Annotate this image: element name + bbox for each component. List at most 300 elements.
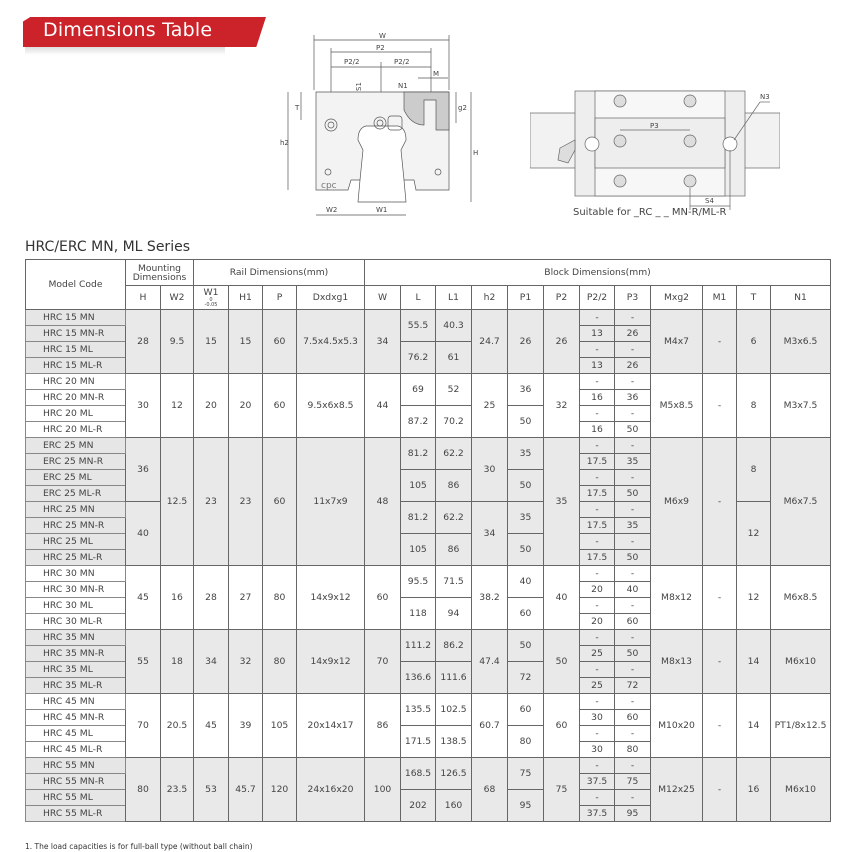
- model-code-cell: HRC 35 ML: [26, 662, 126, 678]
- cell-t: 8: [737, 438, 771, 502]
- cell-h2: 34: [472, 502, 508, 566]
- column-header-p2half: P2/2: [580, 286, 615, 310]
- cell-w2: 9.5: [161, 310, 194, 374]
- cell-l1: 126.5: [436, 758, 472, 790]
- cell-p1: 50: [508, 630, 544, 662]
- model-code-cell: HRC 35 MN: [26, 630, 126, 646]
- model-code-cell: HRC 25 ML: [26, 534, 126, 550]
- cell-p3: 50: [615, 486, 651, 502]
- cell-h1: 39: [229, 694, 263, 758]
- cell-p2half: -: [580, 342, 615, 358]
- dimensions-table: [25, 259, 831, 822]
- column-header-p3: P3: [615, 286, 651, 310]
- model-code-cell: HRC 55 ML: [26, 790, 126, 806]
- cell-p2: 32: [544, 374, 580, 438]
- column-header-mxg2: Mxg2: [651, 286, 703, 310]
- svg-text:H: H: [473, 149, 479, 157]
- cell-p3: 80: [615, 742, 651, 758]
- cell-w2: 12.5: [161, 438, 194, 566]
- cell-p2half: 16: [580, 390, 615, 406]
- model-code-cell: HRC 45 ML: [26, 726, 126, 742]
- cell-h: 80: [126, 758, 161, 822]
- cell-dxdxg1: 11x7x9: [297, 438, 365, 566]
- cell-l: 87.2: [401, 406, 436, 438]
- cell-p1: 50: [508, 406, 544, 438]
- cell-l1: 62.2: [436, 438, 472, 470]
- cell-h1: 27: [229, 566, 263, 630]
- cell-p3: -: [615, 470, 651, 486]
- cell-l1: 40.3: [436, 310, 472, 342]
- cell-p: 120: [263, 758, 297, 822]
- cell-p3: -: [615, 630, 651, 646]
- cell-p3: -: [615, 438, 651, 454]
- model-code-cell: HRC 15 MN-R: [26, 326, 126, 342]
- cell-l: 76.2: [401, 342, 436, 374]
- cell-p3: 50: [615, 646, 651, 662]
- cell-p2: 35: [544, 438, 580, 566]
- cell-m1: -: [703, 566, 737, 630]
- model-code-cell: HRC 30 MN: [26, 566, 126, 582]
- cell-p2half: 30: [580, 742, 615, 758]
- cell-p2half: 37.5: [580, 806, 615, 822]
- cell-dxdxg1: 9.5x6x8.5: [297, 374, 365, 438]
- cell-l: 81.2: [401, 502, 436, 534]
- cell-h1: 23: [229, 438, 263, 566]
- column-header-t: T: [737, 286, 771, 310]
- cell-l1: 94: [436, 598, 472, 630]
- svg-text:P3: P3: [650, 122, 659, 130]
- column-header-h: H: [126, 286, 161, 310]
- cell-p3: -: [615, 726, 651, 742]
- cell-p2half: 20: [580, 582, 615, 598]
- cell-p2half: 37.5: [580, 774, 615, 790]
- cell-w1: 45: [194, 694, 229, 758]
- cell-mxg2: M4x7: [651, 310, 703, 374]
- cell-l: 105: [401, 534, 436, 566]
- cell-p3: -: [615, 310, 651, 326]
- cell-p: 105: [263, 694, 297, 758]
- model-code-cell: ERC 25 ML-R: [26, 486, 126, 502]
- model-code-cell: HRC 55 MN: [26, 758, 126, 774]
- column-header-dxdxg1: Dxdxg1: [297, 286, 365, 310]
- block-front-view-diagram: [276, 30, 486, 220]
- cell-p2half: -: [580, 534, 615, 550]
- dim-label-P2: P2: [376, 44, 385, 52]
- cell-n1: M6x10: [771, 758, 831, 822]
- cell-w: 44: [365, 374, 401, 438]
- cell-p3: 50: [615, 422, 651, 438]
- column-header-h1: H1: [229, 286, 263, 310]
- column-header-l1: L1: [436, 286, 472, 310]
- cell-p3: 75: [615, 774, 651, 790]
- model-group-6: [26, 758, 831, 822]
- svg-text:N3: N3: [760, 93, 770, 101]
- column-header-h2: h2: [472, 286, 508, 310]
- cell-p2half: 20: [580, 614, 615, 630]
- cell-p1: 72: [508, 662, 544, 694]
- model-code-cell: HRC 25 ML-R: [26, 550, 126, 566]
- cell-l1: 62.2: [436, 502, 472, 534]
- model-code-cell: HRC 25 MN: [26, 502, 126, 518]
- model-code-cell: HRC 15 MN: [26, 310, 126, 326]
- model-code-cell: HRC 45 MN-R: [26, 710, 126, 726]
- cell-p1: 80: [508, 726, 544, 758]
- cell-h2: 38.2: [472, 566, 508, 630]
- model-code-cell: HRC 30 MN-R: [26, 582, 126, 598]
- cell-p2half: -: [580, 662, 615, 678]
- cell-p3: 26: [615, 326, 651, 342]
- cell-n1: M6x10: [771, 630, 831, 694]
- cell-p1: 60: [508, 598, 544, 630]
- cell-p2half: -: [580, 566, 615, 582]
- cell-p3: 72: [615, 678, 651, 694]
- cell-p1: 36: [508, 374, 544, 406]
- cell-p3: 50: [615, 550, 651, 566]
- table-row: [26, 310, 831, 326]
- svg-text:N1: N1: [398, 82, 408, 90]
- cell-n1: PT1/8x12.5: [771, 694, 831, 758]
- cell-t: 16: [737, 758, 771, 822]
- cell-l1: 86: [436, 534, 472, 566]
- cell-l1: 160: [436, 790, 472, 822]
- cell-p2: 26: [544, 310, 580, 374]
- cell-p2half: 17.5: [580, 486, 615, 502]
- cell-w2: 20.5: [161, 694, 194, 758]
- cell-p2half: 25: [580, 678, 615, 694]
- column-header-m1: M1: [703, 286, 737, 310]
- column-header-p1: P1: [508, 286, 544, 310]
- cell-m1: -: [703, 374, 737, 438]
- model-group-3: [26, 566, 831, 630]
- cell-p3: -: [615, 758, 651, 774]
- cell-h2: 47.4: [472, 630, 508, 694]
- cell-h: 45: [126, 566, 161, 630]
- cell-m1: -: [703, 630, 737, 694]
- model-group-0: [26, 310, 831, 374]
- cell-dxdxg1: 7.5x4.5x5.3: [297, 310, 365, 374]
- cell-l: 136.6: [401, 662, 436, 694]
- cell-l: 69: [401, 374, 436, 406]
- cell-l1: 61: [436, 342, 472, 374]
- cell-p2: 60: [544, 694, 580, 758]
- cpc-logo: cpc: [321, 181, 337, 191]
- cell-p3: 26: [615, 358, 651, 374]
- cell-l1: 70.2: [436, 406, 472, 438]
- cell-h2: 25: [472, 374, 508, 438]
- cell-l: 95.5: [401, 566, 436, 598]
- cell-p3: 60: [615, 614, 651, 630]
- cell-p2: 50: [544, 630, 580, 694]
- cell-mxg2: M8x13: [651, 630, 703, 694]
- svg-text:P2/2: P2/2: [344, 58, 360, 66]
- cell-l: 118: [401, 598, 436, 630]
- cell-l: 171.5: [401, 726, 436, 758]
- cell-p3: -: [615, 534, 651, 550]
- cell-w2: 18: [161, 630, 194, 694]
- cell-h2: 24.7: [472, 310, 508, 374]
- page-title: Dimensions Table: [43, 19, 213, 41]
- cell-t: 14: [737, 694, 771, 758]
- cell-p2half: 17.5: [580, 518, 615, 534]
- cell-h: 40: [126, 502, 161, 566]
- cell-p2half: -: [580, 310, 615, 326]
- cell-w1: 34: [194, 630, 229, 694]
- cell-p3: -: [615, 566, 651, 582]
- model-group-1: [26, 374, 831, 438]
- cell-p: 60: [263, 374, 297, 438]
- model-code-cell: HRC 55 MN-R: [26, 774, 126, 790]
- cell-p2: 40: [544, 566, 580, 630]
- cell-l1: 111.6: [436, 662, 472, 694]
- model-code-cell: HRC 45 MN: [26, 694, 126, 710]
- cell-w: 60: [365, 566, 401, 630]
- header-mounting-dimensions: Mounting Dimensions: [126, 260, 194, 286]
- cell-l: 202: [401, 790, 436, 822]
- cell-p2half: -: [580, 470, 615, 486]
- cell-p3: 60: [615, 710, 651, 726]
- cell-l: 111.2: [401, 630, 436, 662]
- column-header-l: L: [401, 286, 436, 310]
- column-header-p2: P2: [544, 286, 580, 310]
- cell-l1: 86: [436, 470, 472, 502]
- cell-h: 36: [126, 438, 161, 502]
- cell-t: 12: [737, 566, 771, 630]
- model-code-cell: HRC 35 MN-R: [26, 646, 126, 662]
- svg-text:M: M: [433, 70, 440, 78]
- cell-p: 80: [263, 630, 297, 694]
- cell-p1: 50: [508, 470, 544, 502]
- cell-dxdxg1: 14x9x12: [297, 566, 365, 630]
- cell-h1: 20: [229, 374, 263, 438]
- cell-p3: -: [615, 342, 651, 358]
- cell-h1: 45.7: [229, 758, 263, 822]
- column-header-p: P: [263, 286, 297, 310]
- cell-p2half: -: [580, 374, 615, 390]
- cell-w: 70: [365, 630, 401, 694]
- table-row: [26, 566, 831, 582]
- cell-mxg2: M10x20: [651, 694, 703, 758]
- cell-t: 6: [737, 310, 771, 374]
- header-model-code: Model Code: [26, 260, 126, 310]
- banner-shadow: [25, 47, 225, 55]
- cell-p2half: 17.5: [580, 454, 615, 470]
- column-header-w: W: [365, 286, 401, 310]
- series-title: HRC/ERC MN, ML Series: [25, 239, 190, 255]
- table-row: [26, 438, 831, 454]
- cell-l: 168.5: [401, 758, 436, 790]
- cell-p1: 75: [508, 758, 544, 790]
- cell-p2half: -: [580, 502, 615, 518]
- model-code-cell: HRC 15 ML: [26, 342, 126, 358]
- svg-text:T: T: [295, 104, 300, 112]
- cell-p2half: -: [580, 790, 615, 806]
- cell-p1: 50: [508, 534, 544, 566]
- cell-mxg2: M8x12: [651, 566, 703, 630]
- cell-p3: -: [615, 406, 651, 422]
- tolerance-W1_tol_lower: -0.05: [204, 302, 218, 308]
- cell-h2: 60.7: [472, 694, 508, 758]
- cell-p1: 35: [508, 502, 544, 534]
- cell-p3: 35: [615, 518, 651, 534]
- svg-text:W1: W1: [376, 206, 388, 214]
- cell-p2half: 17.5: [580, 550, 615, 566]
- model-code-cell: ERC 25 ML: [26, 470, 126, 486]
- model-code-cell: ERC 25 MN: [26, 438, 126, 454]
- cell-h1: 15: [229, 310, 263, 374]
- cell-l1: 102.5: [436, 694, 472, 726]
- cell-m1: -: [703, 694, 737, 758]
- cell-p3: -: [615, 374, 651, 390]
- cell-dxdxg1: 20x14x17: [297, 694, 365, 758]
- cell-p2half: -: [580, 438, 615, 454]
- model-code-cell: HRC 30 ML: [26, 598, 126, 614]
- svg-text:S4: S4: [705, 197, 714, 205]
- svg-text:S1: S1: [355, 82, 363, 91]
- table-row: [26, 758, 831, 774]
- model-code-cell: HRC 20 MN-R: [26, 390, 126, 406]
- table-row: [26, 374, 831, 390]
- model-code-cell: HRC 45 ML-R: [26, 742, 126, 758]
- column-header-w2: W2: [161, 286, 194, 310]
- cell-h2: 68: [472, 758, 508, 822]
- cell-n1: M6x8.5: [771, 566, 831, 630]
- cell-p3: -: [615, 502, 651, 518]
- cell-h: 28: [126, 310, 161, 374]
- cell-m1: -: [703, 758, 737, 822]
- cell-h: 70: [126, 694, 161, 758]
- cell-l: 81.2: [401, 438, 436, 470]
- model-group-5: [26, 694, 831, 758]
- cell-w1: 28: [194, 566, 229, 630]
- column-header-n1: N1: [771, 286, 831, 310]
- model-code-cell: HRC 20 MN: [26, 374, 126, 390]
- cell-w: 86: [365, 694, 401, 758]
- cell-w2: 23.5: [161, 758, 194, 822]
- cell-w: 100: [365, 758, 401, 822]
- cell-n1: M6x7.5: [771, 438, 831, 566]
- cell-l1: 71.5: [436, 566, 472, 598]
- svg-text:h2: h2: [280, 139, 289, 147]
- cell-dxdxg1: 24x16x20: [297, 758, 365, 822]
- cell-w: 34: [365, 310, 401, 374]
- cell-mxg2: M5x8.5: [651, 374, 703, 438]
- cell-h: 55: [126, 630, 161, 694]
- cell-p3: 35: [615, 454, 651, 470]
- model-group-2: [26, 438, 831, 566]
- cell-l: 55.5: [401, 310, 436, 342]
- diagram-caption: Suitable for _RC _ _ MN-R/ML-R: [573, 207, 727, 218]
- footnote: 1. The load capacities is for full-ball type (without ball chain): [25, 842, 253, 851]
- cell-mxg2: M12x25: [651, 758, 703, 822]
- cell-w1: 53: [194, 758, 229, 822]
- cell-p2half: 13: [580, 326, 615, 342]
- cell-w2: 12: [161, 374, 194, 438]
- header-rail-dimensions: Rail Dimensions(mm): [194, 260, 365, 286]
- cell-w1: 20: [194, 374, 229, 438]
- cell-p: 60: [263, 438, 297, 566]
- svg-text:W2: W2: [326, 206, 338, 214]
- cell-p2half: -: [580, 726, 615, 742]
- cell-p1: 35: [508, 438, 544, 470]
- cell-p2half: 16: [580, 422, 615, 438]
- table-row: [26, 630, 831, 646]
- column-header-w1: W1 0 -0.05: [194, 286, 229, 310]
- cell-w1: 15: [194, 310, 229, 374]
- cell-p2half: 13: [580, 358, 615, 374]
- cell-h1: 32: [229, 630, 263, 694]
- cell-p2half: -: [580, 406, 615, 422]
- cell-t: 12: [737, 502, 771, 566]
- cell-m1: -: [703, 310, 737, 374]
- cell-p2half: -: [580, 694, 615, 710]
- cell-w1: 23: [194, 438, 229, 566]
- model-code-cell: HRC 15 ML-R: [26, 358, 126, 374]
- cell-l: 135.5: [401, 694, 436, 726]
- cell-p1: 26: [508, 310, 544, 374]
- cell-p1: 95: [508, 790, 544, 822]
- cell-p2half: 30: [580, 710, 615, 726]
- dim-label-W: W: [379, 32, 386, 40]
- cell-t: 8: [737, 374, 771, 438]
- cell-h2: 30: [472, 438, 508, 502]
- cell-p1: 60: [508, 694, 544, 726]
- cell-p2half: 25: [580, 646, 615, 662]
- cell-t: 14: [737, 630, 771, 694]
- model-group-4: [26, 630, 831, 694]
- model-code-cell: ERC 25 MN-R: [26, 454, 126, 470]
- table-row: [26, 694, 831, 710]
- cell-p3: 95: [615, 806, 651, 822]
- cell-h: 30: [126, 374, 161, 438]
- cell-m1: -: [703, 438, 737, 566]
- cell-p3: -: [615, 790, 651, 806]
- model-code-cell: HRC 30 ML-R: [26, 614, 126, 630]
- cell-w2: 16: [161, 566, 194, 630]
- cell-p: 60: [263, 310, 297, 374]
- model-code-cell: HRC 20 ML-R: [26, 422, 126, 438]
- cell-l: 105: [401, 470, 436, 502]
- cell-p2half: -: [580, 758, 615, 774]
- cell-p2half: -: [580, 630, 615, 646]
- model-code-cell: HRC 35 ML-R: [26, 678, 126, 694]
- cell-p3: 36: [615, 390, 651, 406]
- cell-p: 80: [263, 566, 297, 630]
- cell-p3: -: [615, 598, 651, 614]
- tolerance-W1_tol_upper: 0: [209, 297, 213, 303]
- section-banner: [23, 17, 266, 47]
- header-block-dimensions: Block Dimensions(mm): [365, 260, 831, 286]
- cell-p1: 40: [508, 566, 544, 598]
- cell-l1: 138.5: [436, 726, 472, 758]
- cell-p2half: -: [580, 598, 615, 614]
- model-code-cell: HRC 20 ML: [26, 406, 126, 422]
- cell-p3: 40: [615, 582, 651, 598]
- block-top-view-diagram: [530, 88, 780, 218]
- cell-mxg2: M6x9: [651, 438, 703, 566]
- cell-w: 48: [365, 438, 401, 566]
- cell-p3: -: [615, 662, 651, 678]
- svg-text:P2/2: P2/2: [394, 58, 410, 66]
- cell-dxdxg1: 14x9x12: [297, 630, 365, 694]
- svg-text:g2: g2: [458, 104, 467, 112]
- model-code-cell: HRC 55 ML-R: [26, 806, 126, 822]
- model-code-cell: HRC 25 MN-R: [26, 518, 126, 534]
- cell-p3: -: [615, 694, 651, 710]
- cell-p2: 75: [544, 758, 580, 822]
- cell-l1: 86.2: [436, 630, 472, 662]
- cell-l1: 52: [436, 374, 472, 406]
- cell-n1: M3x7.5: [771, 374, 831, 438]
